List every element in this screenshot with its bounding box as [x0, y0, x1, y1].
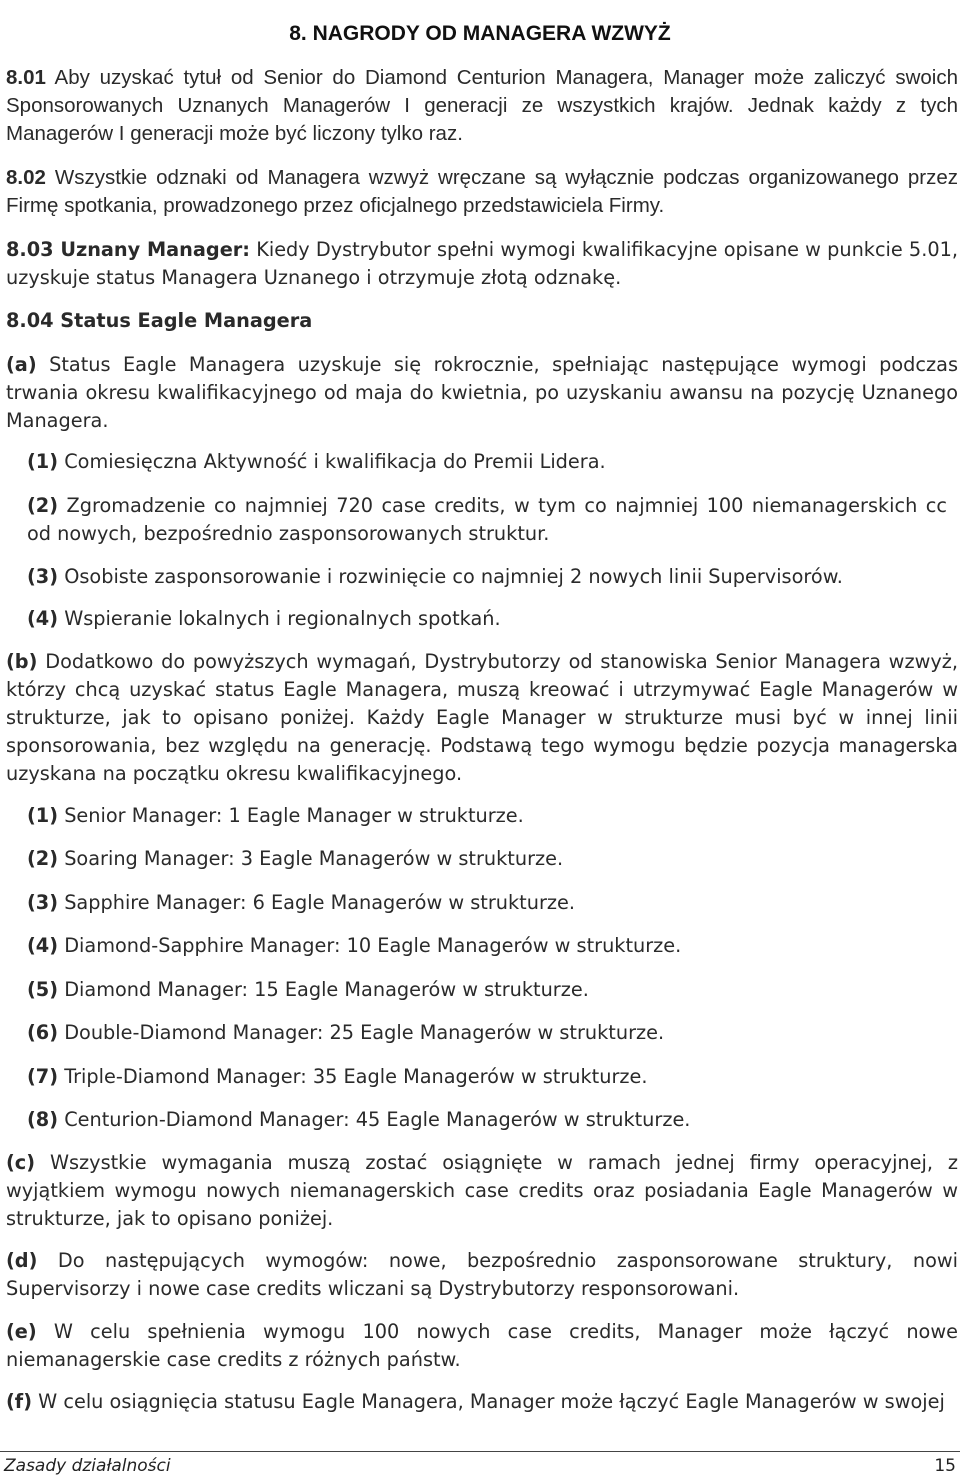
list-item — [27, 605, 947, 633]
paragraph-e — [6, 1318, 958, 1374]
item-text: Senior Manager: 1 Eagle Manager w strukturze. — [64, 804, 524, 827]
item-text: Diamond-Sapphire Manager: 10 Eagle Managerów w strukturze. — [64, 934, 682, 957]
item-label: (7) — [27, 1065, 59, 1088]
paragraph-number: 8.01 — [6, 66, 46, 89]
item-label: (6) — [27, 1021, 59, 1044]
item-text: Double-Diamond Manager: 25 Eagle Managerów w strukturze. — [64, 1021, 665, 1044]
item-label: (3) — [27, 565, 59, 588]
list-item — [27, 492, 947, 548]
list-item — [27, 1063, 947, 1091]
paragraph-a — [6, 351, 958, 435]
item-label: (1) — [27, 804, 59, 827]
item-text: Sapphire Manager: 6 Eagle Managerów w strukturze. — [64, 891, 575, 914]
paragraph-label: (f) — [6, 1390, 33, 1413]
item-text: Comiesięczna Aktywność i kwalifikacja do Premii Lidera. — [64, 450, 606, 473]
footer-title: Zasady działalności — [4, 1456, 171, 1476]
item-label: (5) — [27, 978, 59, 1001]
list-item — [27, 976, 947, 1004]
paragraph-8-03 — [6, 236, 958, 292]
item-text: Triple-Diamond Manager: 35 Eagle Managerów w strukturze. — [64, 1065, 648, 1088]
item-text: Centurion-Diamond Manager: 45 Eagle Managerów w strukturze. — [64, 1108, 691, 1131]
paragraph-d — [6, 1247, 958, 1303]
paragraph-8-01 — [6, 64, 958, 148]
item-label: (4) — [27, 607, 59, 630]
item-text: Wspieranie lokalnych i regionalnych spotkań. — [64, 607, 501, 630]
paragraph-label: (e) — [6, 1320, 37, 1343]
paragraph-label: (b) — [6, 650, 38, 673]
list-item — [27, 802, 947, 830]
paragraph-text: W celu spełnienia wymogu 100 nowych case credits, Manager może łączyć nowe niemanagerskie case credits z różnych państw. — [6, 1320, 958, 1371]
item-label: (8) — [27, 1108, 59, 1131]
paragraph-text: W celu osiągnięcia statusu Eagle Managera, Manager może łączyć Eagle Managerów w swojej — [38, 1390, 945, 1413]
paragraph-text: Wszystkie odznaki od Managera wzwyż wręczane są wyłącznie podczas organizowanego przez Firmę spotkania, prowadzonego przez oficjalnego przedstawiciela Firmy. — [6, 166, 958, 217]
list-item — [27, 845, 947, 873]
paragraph-c — [6, 1149, 958, 1233]
paragraph-text: Dodatkowo do powyższych wymagań, Dystrybutorzy od stanowiska Senior Managera wzwyż, którzy chcą uzyskać status Eagle Managera, muszą kreować i utrzymywać Eagle Managerów w strukturze, jak to opisano poniżej. Każdy Eagle Manager w strukturze musi być w innej linii sponsorowania, bez względu na generację. Podstawą tego wymogu będzie pozycja managerska uzyskana na początku okresu kwalifikacyjnego. — [6, 650, 958, 785]
paragraph-text: Status Eagle Managera uzyskuje się rokrocznie, spełniając następujące wymogi podczas trwania okresu kwalifikacyjnego od maja do kwietnia, po uzyskaniu awansu na pozycję Uznanego Managera. — [6, 353, 958, 432]
paragraph-text: Wszystkie wymagania muszą zostać osiągnięte w ramach jednej firmy operacyjnej, z wyjątkiem wymogu nowych niemanagerskich case credits oraz posiadania Eagle Managerów w strukturze, jak to opisano poniżej. — [6, 1151, 958, 1230]
paragraph-text: Kiedy Dystrybutor spełni wymogi kwalifikacyjne opisane w punkcie 5.01, uzyskuje status Managera Uznanego i otrzymuje złotą odznakę. — [6, 238, 958, 289]
item-label: (4) — [27, 934, 59, 957]
item-text: Zgromadzenie co najmniej 720 case credits, w tym co najmniej 100 niemanagerskich cc od nowych, bezpośrednio zasponsorowanych struktur. — [27, 494, 947, 545]
item-text: Diamond Manager: 15 Eagle Managerów w strukturze. — [64, 978, 589, 1001]
paragraph-label: (a) — [6, 353, 37, 376]
list-item — [27, 448, 947, 476]
paragraph-heading: 8.03 Uznany Manager: — [6, 238, 251, 261]
item-label: (1) — [27, 450, 59, 473]
paragraph-label: (d) — [6, 1249, 38, 1272]
footer-divider — [0, 1451, 960, 1452]
paragraph-text: Do następujących wymogów: nowe, bezpośrednio zasponsorowane struktury, nowi Supervisorzy i nowe case credits wliczani są Dystrybutorzy responsorowani. — [6, 1249, 959, 1300]
paragraph-number: 8.02 — [6, 166, 46, 189]
list-item — [27, 932, 947, 960]
paragraph-text: Aby uzyskać tytuł od Senior do Diamond Centurion Managera, Manager może zaliczyć swoich Sponsorowanych Uznanych Managerów I generacji ze wszystkich krajów. Jednak każdy z tych Managerów I generacji może być liczony tylko raz. — [6, 66, 958, 145]
list-item — [27, 1106, 947, 1134]
item-text: Soaring Manager: 3 Eagle Managerów w strukturze. — [64, 847, 564, 870]
item-label: (3) — [27, 891, 59, 914]
list-item — [27, 889, 947, 917]
item-text: Osobiste zasponsorowanie i rozwinięcie co najmniej 2 nowych linii Supervisorów. — [64, 565, 843, 588]
paragraph-8-04-heading: 8.04 Status Eagle Managera — [6, 309, 313, 332]
paragraph-f — [6, 1388, 958, 1416]
paragraph-8-02 — [6, 164, 958, 220]
section-title: 8. NAGRODY OD MANAGERA WZWYŻ — [289, 22, 671, 45]
item-label: (2) — [27, 847, 59, 870]
item-label: (2) — [27, 494, 59, 517]
page-number: 15 — [934, 1456, 956, 1476]
list-item — [27, 563, 947, 591]
list-item — [27, 1019, 947, 1047]
paragraph-label: (c) — [6, 1151, 36, 1174]
paragraph-b — [6, 648, 958, 788]
